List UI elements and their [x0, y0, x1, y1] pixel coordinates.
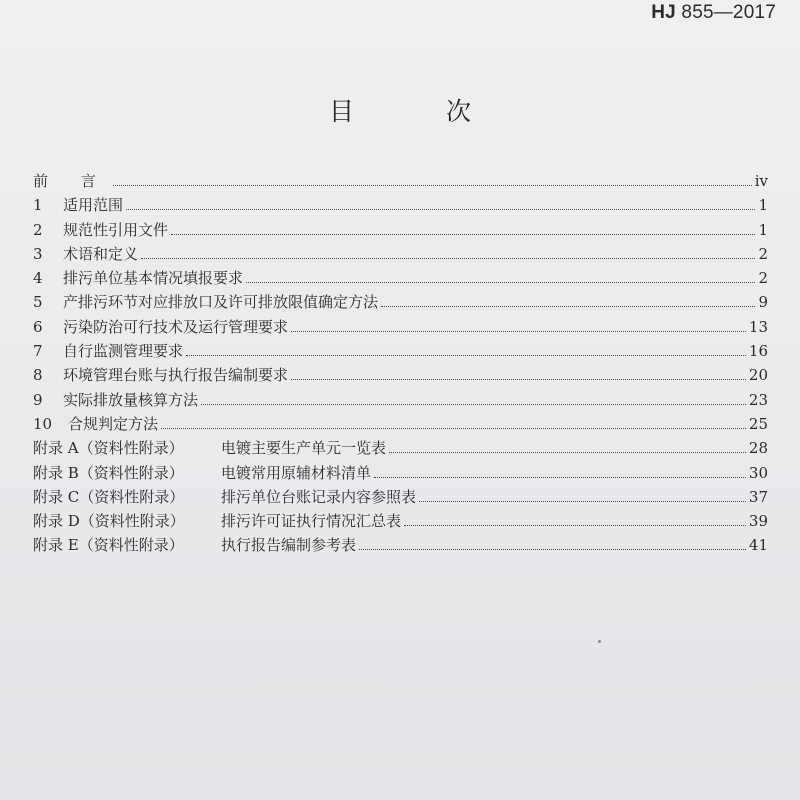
- standard-code-number: 855—2017: [681, 2, 776, 23]
- toc-leader-dots: [126, 209, 755, 210]
- toc-entry-page: 1: [758, 220, 768, 239]
- toc-entry-label: 合规判定方法: [68, 414, 159, 433]
- toc-leader-dots: [113, 185, 752, 186]
- toc-leader-dots: [389, 452, 746, 453]
- standard-code-prefix: HJ: [651, 2, 676, 23]
- page-title: 目 次: [329, 97, 513, 126]
- toc-leader-dots: [381, 306, 755, 307]
- toc-appendix-prefix: 附录 A（资料性附录）: [33, 439, 184, 458]
- toc-entry-1[interactable]: [33, 193, 768, 217]
- toc-entry-page: iv: [754, 172, 768, 190]
- toc-leader-dots: [291, 379, 746, 380]
- toc-entry-number: 4: [33, 269, 43, 288]
- toc-entry-label: 排污单位台账记录内容参照表: [221, 487, 417, 506]
- toc-entry-page: 9: [758, 293, 768, 312]
- toc-leader-dots: [374, 477, 746, 478]
- toc-entry-7[interactable]: [33, 339, 768, 363]
- toc-leader-dots: [186, 355, 746, 356]
- toc-entry-page: 16: [748, 342, 768, 361]
- paper-speck: [598, 640, 601, 643]
- toc-entry-page: 1: [758, 196, 768, 215]
- toc-leader-dots: [161, 428, 746, 429]
- toc-entry-page: 41: [748, 536, 768, 555]
- toc-entry-number: 8: [33, 366, 43, 385]
- toc-entry-number: 5: [33, 293, 43, 312]
- toc-entry-2[interactable]: [33, 218, 768, 242]
- toc-entry-page: 39: [748, 512, 768, 531]
- toc-entry-label: 实际排放量核算方法: [63, 390, 199, 409]
- toc-entry-9[interactable]: [33, 388, 768, 412]
- toc-entry-label: 环境管理台账与执行报告编制要求: [63, 366, 289, 385]
- toc-entry-label: 排污单位基本情况填报要求: [63, 269, 244, 288]
- toc-entry-label: 自行监测管理要求: [63, 342, 184, 361]
- toc-entry-label: 前 言: [33, 172, 110, 190]
- toc-entry-foreword[interactable]: [33, 169, 768, 193]
- toc-entry-label: 排污许可证执行情况汇总表: [221, 512, 402, 531]
- toc-entry-6[interactable]: [33, 315, 768, 339]
- toc-entry-number: 1: [33, 196, 43, 215]
- toc-entry-label: 适用范围: [63, 196, 124, 215]
- toc-entry-appendix-b[interactable]: [33, 461, 768, 485]
- toc-entry-label: 术语和定义: [63, 244, 139, 263]
- toc-entry-number: 6: [33, 317, 43, 336]
- toc-entry-appendix-e[interactable]: [33, 533, 768, 557]
- standard-code: [651, 2, 776, 24]
- toc-leader-dots: [246, 282, 755, 283]
- toc-appendix-prefix: 附录 E（资料性附录）: [33, 536, 184, 555]
- toc-entry-page: 23: [748, 390, 768, 409]
- toc-leader-dots: [201, 404, 746, 405]
- toc-leader-dots: [171, 234, 755, 235]
- toc-leader-dots: [404, 525, 746, 526]
- toc-leader-dots: [359, 549, 746, 550]
- toc-entry-number: 3: [33, 244, 43, 263]
- toc-entry-number: 10: [33, 414, 53, 433]
- toc-entry-number: 9: [33, 390, 43, 409]
- toc-entry-label: 电镀主要生产单元一览表: [221, 439, 387, 458]
- toc-entry-page: 20: [748, 366, 768, 385]
- toc-entry-3[interactable]: [33, 242, 768, 266]
- toc-appendix-prefix: 附录 C（资料性附录）: [33, 487, 185, 506]
- table-of-contents: [33, 169, 768, 558]
- toc-appendix-prefix: 附录 D（资料性附录）: [33, 512, 185, 531]
- toc-entry-label: 电镀常用原辅材料清单: [221, 463, 372, 482]
- toc-entry-page: 2: [758, 269, 768, 288]
- toc-leader-dots: [141, 258, 755, 259]
- toc-entry-page: 25: [748, 414, 768, 433]
- toc-entry-number: 2: [33, 220, 43, 239]
- toc-entry-label: 规范性引用文件: [63, 220, 169, 239]
- toc-leader-dots: [291, 331, 746, 332]
- toc-entry-number: 7: [33, 342, 43, 361]
- toc-entry-appendix-c[interactable]: [33, 485, 768, 509]
- toc-entry-5[interactable]: [33, 290, 768, 314]
- toc-entry-label: 污染防治可行技术及运行管理要求: [63, 317, 289, 336]
- toc-entry-appendix-a[interactable]: [33, 436, 768, 460]
- toc-entry-page: 28: [748, 439, 768, 458]
- toc-appendix-prefix: 附录 B（资料性附录）: [33, 463, 184, 482]
- toc-entry-label: 执行报告编制参考表: [221, 536, 357, 555]
- toc-entry-page: 13: [748, 317, 768, 336]
- toc-entry-4[interactable]: [33, 266, 768, 290]
- toc-entry-10[interactable]: [33, 412, 768, 436]
- toc-entry-appendix-d[interactable]: [33, 509, 768, 533]
- toc-entry-8[interactable]: [33, 363, 768, 387]
- toc-entry-page: 37: [748, 487, 768, 506]
- toc-entry-page: 2: [758, 244, 768, 263]
- toc-entry-page: 30: [748, 463, 768, 482]
- toc-entry-label: 产排污环节对应排放口及许可排放限值确定方法: [63, 293, 379, 312]
- toc-leader-dots: [419, 501, 746, 502]
